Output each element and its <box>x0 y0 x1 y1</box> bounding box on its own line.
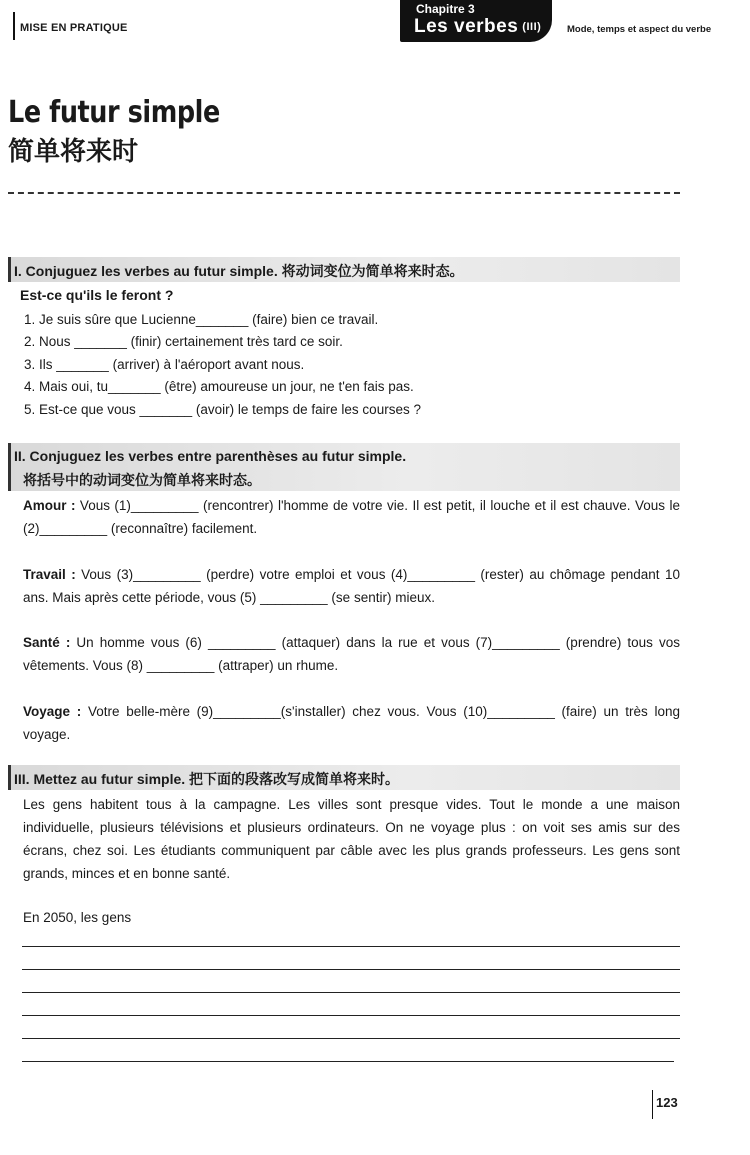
exercise3-heading-band <box>8 765 680 790</box>
exercise1-heading: I. Conjuguez les verbes au futur simple. 将动词变位为简单将来时态。 <box>14 263 464 279</box>
answer-line[interactable] <box>22 1038 680 1039</box>
exercise1-item: 5. Est-ce que vous _______ (avoir) le temps de faire les courses ? <box>24 402 421 417</box>
exercise1-item: 3. Ils _______ (arriver) à l'aéroport avant nous. <box>24 357 305 372</box>
heading-bar <box>8 257 11 282</box>
section-label: MISE EN PRATIQUE <box>20 22 128 34</box>
answer-line[interactable] <box>22 1015 680 1016</box>
page-title: Le futur simple <box>8 95 220 130</box>
heading-bar <box>8 765 11 790</box>
exercise3-prompt: En 2050, les gens <box>23 910 132 925</box>
paragraph-label: Amour : <box>23 498 76 513</box>
exercise3-text: Les gens habitent tous à la campagne. Les villes sont presque vides. Tout le monde a une maison individuelle, plusieurs télévisions et plusieurs ordinateurs. On ne voyage plus : on voit ses amis sur des écrans, chez soi. Les étudiants communiquent par câble avec les plus grands professeurs. Les gens sont grands, minces et en bonne santé. <box>23 797 680 881</box>
exercise1-item: 1. Je suis sûre que Lucienne_______ (faire) bien ce travail. <box>24 312 379 327</box>
paragraph-text: Un homme vous (6) _________ (attaquer) dans la rue et vous (7)_________ (prendre) tous vos vêtements. Vous (8) _________ (attraper) un rhume. <box>23 635 681 673</box>
chapter-tab <box>400 0 552 42</box>
chapter-title-suffix: (III) <box>522 21 542 33</box>
page-number: 123 <box>652 1090 678 1119</box>
paragraph-text: Vous (3)_________ (perdre) votre emploi et vous (4)_________ (rester) au chômage pendant 10 ans. Mais après cette période, vous (5) _________ (se sentir) mieux. <box>23 567 680 605</box>
chapter-subtitle: Mode, temps et aspect du verbe <box>567 24 712 35</box>
exercise2-paragraph <box>23 563 680 609</box>
header-rule <box>13 12 15 40</box>
paragraph-text: Votre belle-mère (9)_________(s'installer) chez vous. Vous (10)_________ (faire) un très long voyage. <box>23 704 680 742</box>
answer-line[interactable] <box>22 946 680 947</box>
exercise1-heading-band <box>8 257 680 282</box>
exercise2-paragraph <box>23 700 680 746</box>
chapter-title <box>414 16 541 38</box>
answer-line[interactable] <box>22 992 680 993</box>
exercise1-item: 4. Mais oui, tu_______ (être) amoureuse un jour, ne t'en fais pas. <box>24 379 414 394</box>
dashed-divider <box>8 192 680 194</box>
exercise2-paragraph <box>23 631 680 677</box>
chapter-title-text: Les verbes <box>414 16 519 37</box>
answer-line[interactable] <box>22 969 680 970</box>
exercise2-heading-band <box>8 443 680 491</box>
exercise2-heading: II. Conjuguez les verbes entre parenthèses au futur simple. <box>14 448 407 464</box>
paragraph-label: Voyage : <box>23 704 82 719</box>
paragraph-label: Santé : <box>23 635 71 650</box>
exercise2-paragraph <box>23 494 680 540</box>
exercise3-heading: III. Mettez au futur simple. 把下面的段落改写成简单将来时。 <box>14 771 400 787</box>
heading-bar <box>8 443 11 491</box>
paragraph-text: Vous (1)_________ (rencontrer) l'homme de votre vie. Il est petit, il louche et il est chauve. Vous le (2)_________ (reconnaître) facilement. <box>23 498 680 536</box>
answer-line[interactable] <box>22 1061 674 1062</box>
exercise1-item: 2. Nous _______ (finir) certainement très tard ce soir. <box>24 334 343 349</box>
paragraph-label: Travail : <box>23 567 76 582</box>
exercise2-heading-cn: 将括号中的动词变位为简单将来时态。 <box>23 472 261 488</box>
exercise1-subtitle: Est-ce qu'ils le feront ? <box>20 287 174 303</box>
chapter-label: Chapitre 3 <box>416 2 475 16</box>
page-title-chinese: 简单将来时 <box>8 136 139 166</box>
